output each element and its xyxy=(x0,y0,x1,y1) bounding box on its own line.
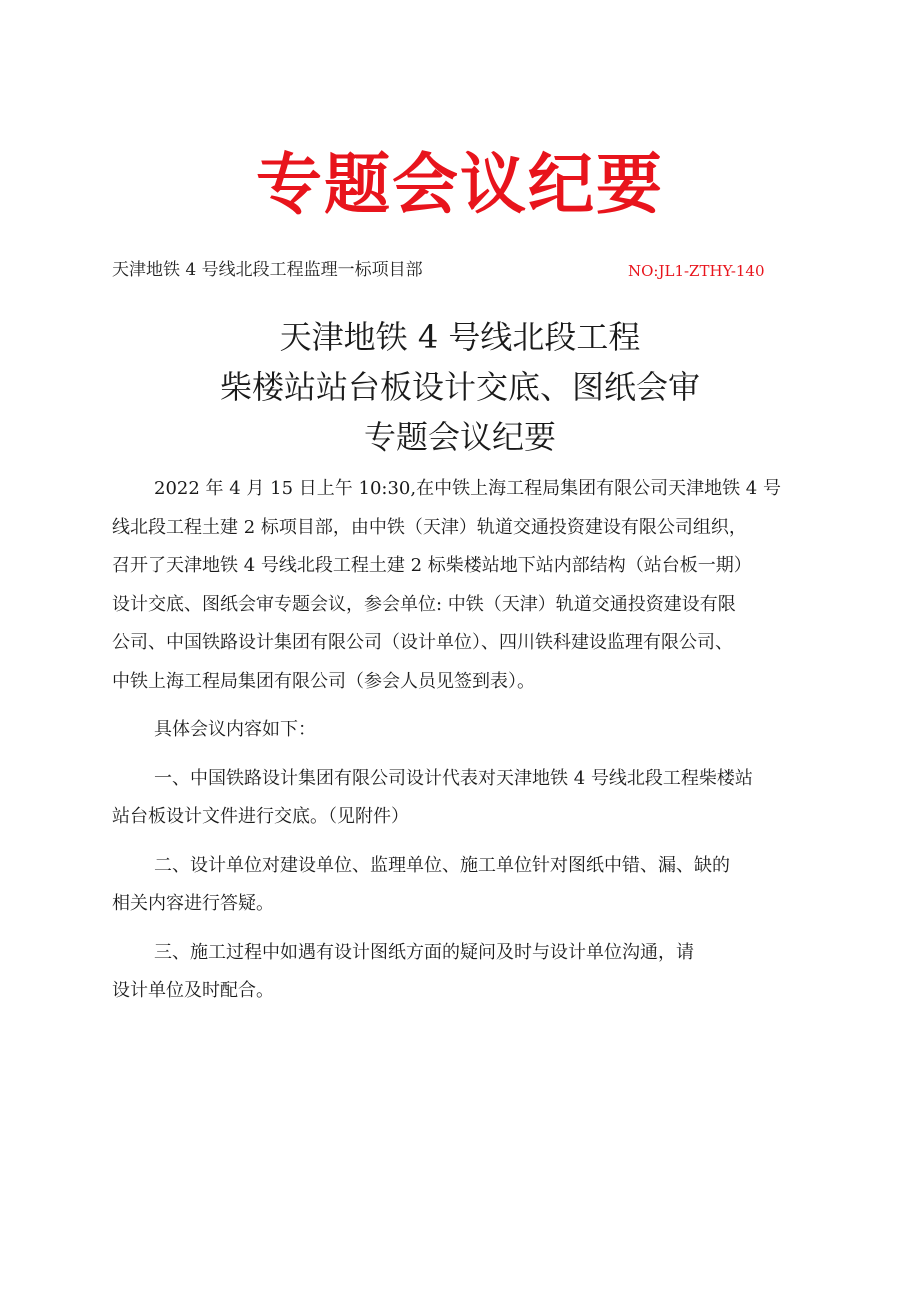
item-1-paragraph xyxy=(112,760,812,837)
intro-line: 2022 年 4 月 15 日上午 10:30,在中铁上海工程局集团有限公司天津地铁 4 号 xyxy=(154,478,781,499)
item-3-paragraph xyxy=(112,934,812,1011)
content-intro-paragraph xyxy=(112,711,812,750)
item-1-line: 站台板设计文件进行交底。（见附件） xyxy=(112,806,409,827)
content-intro: 具体会议内容如下： xyxy=(154,719,316,740)
item-2-line: 二、设计单位对建设单位、监理单位、施工单位针对图纸中错、漏、缺的 xyxy=(154,854,730,876)
title-line-2: 柴楼站站台板设计交底、图纸会审 xyxy=(219,368,700,406)
intro-line: 设计交底、图纸会审专题会议，参会单位: 中铁（天津）轨道交通投资建设有限 xyxy=(112,593,736,615)
item-3-line: 设计单位及时配合。 xyxy=(112,980,274,1001)
meeting-title xyxy=(0,312,920,462)
title-line-1: 天津地铁 4 号线北段工程 xyxy=(279,318,641,356)
item-1-line: 一、中国铁路设计集团有限公司设计代表对天津地铁 4 号线北段工程柴楼站 xyxy=(154,767,753,789)
red-header-title: 专题会议纪要 xyxy=(256,146,664,223)
document-number: NO:JL1-ZTHY-140 xyxy=(628,262,765,280)
item-2-paragraph xyxy=(112,847,812,924)
issuing-organization: 天津地铁 4 号线北段工程监理一标项目部 xyxy=(112,260,423,280)
intro-line: 中铁上海工程局集团有限公司（参会人员见签到表）。 xyxy=(112,670,535,692)
item-3-line: 三、施工过程中如遇有设计图纸方面的疑问及时与设计单位沟通，请 xyxy=(154,941,694,963)
intro-line: 召开了天津地铁 4 号线北段工程土建 2 标柴楼站地下站内部结构（站台板一期） xyxy=(112,555,752,576)
intro-paragraph xyxy=(112,470,812,701)
intro-line: 公司、中国铁路设计集团有限公司（设计单位）、四川铁科建设监理有限公司、 xyxy=(112,632,733,653)
intro-line: 线北段工程土建 2 标项目部，由中铁（天津）轨道交通投资建设有限公司组织， xyxy=(112,516,747,538)
item-2-line: 相关内容进行答疑。 xyxy=(112,893,274,914)
title-line-3: 专题会议纪要 xyxy=(363,418,556,456)
minutes-body xyxy=(112,470,812,1011)
